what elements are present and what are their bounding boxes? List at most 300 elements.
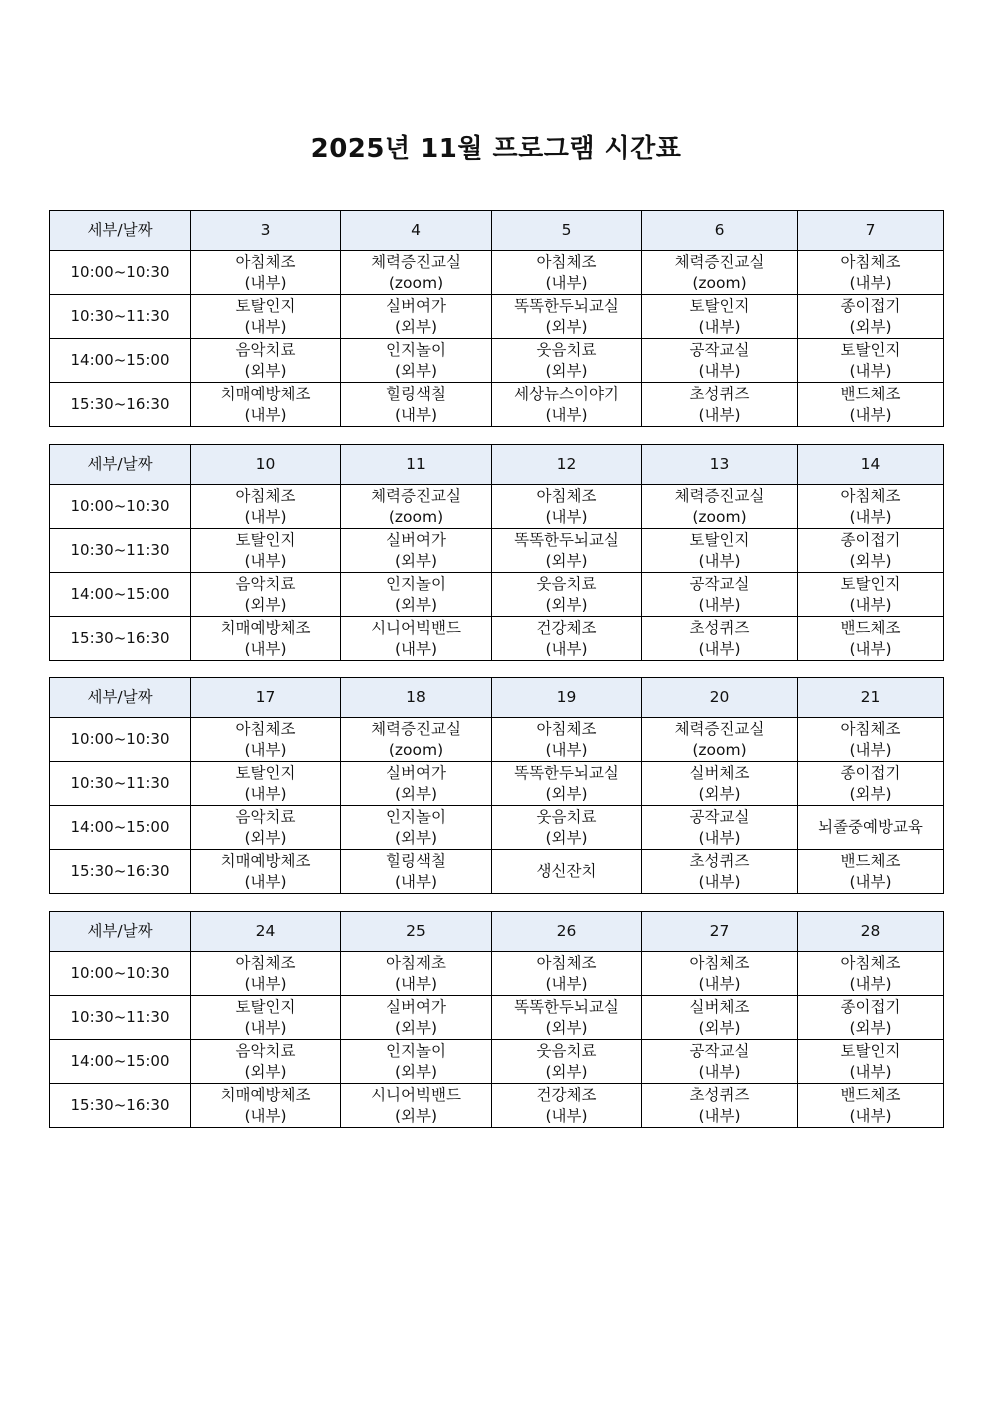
date-header: 24 xyxy=(191,912,341,952)
header-row xyxy=(50,445,944,485)
date-header: 25 xyxy=(341,912,492,952)
program-cell xyxy=(341,850,492,894)
program-location: (외부) xyxy=(849,784,892,803)
program-location: (내부) xyxy=(849,405,892,424)
program-cell xyxy=(191,339,341,383)
program-cell xyxy=(642,1084,798,1128)
program-cell xyxy=(492,1084,642,1128)
program-location: (내부) xyxy=(698,639,741,658)
program-location: (외부) xyxy=(244,828,287,847)
program-cell xyxy=(642,996,798,1040)
program-name: 똑똑한두뇌교실 xyxy=(514,530,619,549)
program-cell xyxy=(798,806,944,850)
program-name: 아침체조 xyxy=(536,252,597,271)
date-header: 19 xyxy=(492,678,642,718)
program-location: (내부) xyxy=(545,639,588,658)
program-name: 생신잔치 xyxy=(536,862,597,880)
program-location: (내부) xyxy=(698,551,741,570)
table-row xyxy=(50,806,944,850)
program-name: 밴드체조 xyxy=(840,851,901,870)
program-name: 아침체조 xyxy=(840,486,901,505)
program-cell xyxy=(341,295,492,339)
header-row xyxy=(50,678,944,718)
program-cell xyxy=(798,762,944,806)
table-row xyxy=(50,952,944,996)
program-name: 밴드체조 xyxy=(840,618,901,637)
program-name: 실버여가 xyxy=(386,997,446,1016)
program-cell xyxy=(798,718,944,762)
header-label: 세부/날짜 xyxy=(50,678,191,718)
program-location: (외부) xyxy=(849,551,892,570)
table-row xyxy=(50,485,944,529)
program-location: (내부) xyxy=(545,405,588,424)
date-header: 14 xyxy=(798,445,944,485)
program-location: (내부) xyxy=(698,872,741,891)
date-header: 26 xyxy=(492,912,642,952)
date-header: 5 xyxy=(492,211,642,251)
program-location: (내부) xyxy=(698,317,741,336)
program-location: (외부) xyxy=(545,317,588,336)
program-cell xyxy=(642,1040,798,1084)
program-cell xyxy=(341,996,492,1040)
program-location: (내부) xyxy=(545,740,588,759)
program-name: 건강체조 xyxy=(536,618,597,637)
program-cell xyxy=(492,529,642,573)
program-location: (zoom) xyxy=(692,273,747,292)
program-location: (외부) xyxy=(545,595,588,614)
program-location: (내부) xyxy=(849,1062,892,1081)
program-name: 실버여가 xyxy=(386,530,446,549)
program-location: (외부) xyxy=(394,1106,438,1125)
program-name: 체력증진교실 xyxy=(674,486,765,505)
program-location: (내부) xyxy=(394,405,438,424)
time-slot: 10:00~10:30 xyxy=(50,485,191,529)
program-name: 체력증진교실 xyxy=(371,252,461,271)
program-name: 웃음치료 xyxy=(536,807,597,826)
program-name: 토탈인지 xyxy=(235,296,296,315)
program-location: (내부) xyxy=(849,872,892,891)
program-cell xyxy=(798,485,944,529)
program-name: 종이접기 xyxy=(840,997,901,1016)
program-location: (외부) xyxy=(244,595,287,614)
program-name: 토탈인지 xyxy=(840,1041,901,1060)
program-name: 밴드체조 xyxy=(840,1085,901,1104)
program-cell xyxy=(341,952,492,996)
program-cell xyxy=(191,1084,341,1128)
program-cell xyxy=(341,485,492,529)
program-cell xyxy=(642,529,798,573)
program-cell xyxy=(798,1040,944,1084)
program-name: 인지놀이 xyxy=(386,574,446,593)
program-name: 아침체조 xyxy=(235,953,296,972)
program-location: (내부) xyxy=(849,273,892,292)
time-slot: 14:00~15:00 xyxy=(50,806,191,850)
program-cell xyxy=(642,952,798,996)
program-cell xyxy=(341,1040,492,1084)
table-row xyxy=(50,996,944,1040)
program-cell xyxy=(191,806,341,850)
program-location: (내부) xyxy=(244,1106,287,1125)
program-cell xyxy=(341,251,492,295)
program-name: 치매예방체조 xyxy=(220,618,311,637)
program-location: (zoom) xyxy=(692,507,747,526)
week-table xyxy=(49,677,944,894)
program-name: 아침체조 xyxy=(536,486,597,505)
date-header: 21 xyxy=(798,678,944,718)
program-cell xyxy=(492,383,642,427)
program-location: (외부) xyxy=(394,1062,438,1081)
program-cell xyxy=(798,295,944,339)
date-header: 10 xyxy=(191,445,341,485)
program-cell xyxy=(798,573,944,617)
program-name: 체력증진교실 xyxy=(674,252,765,271)
program-name: 똑똑한두뇌교실 xyxy=(514,763,619,782)
program-cell xyxy=(798,383,944,427)
program-cell xyxy=(492,573,642,617)
program-cell xyxy=(341,529,492,573)
date-header: 7 xyxy=(798,211,944,251)
program-name: 음악치료 xyxy=(235,807,296,826)
program-name: 종이접기 xyxy=(840,763,901,782)
table-row xyxy=(50,295,944,339)
program-name: 아침체조 xyxy=(840,719,901,738)
program-location: (내부) xyxy=(849,507,892,526)
date-header: 13 xyxy=(642,445,798,485)
program-location: (내부) xyxy=(698,595,741,614)
date-header: 28 xyxy=(798,912,944,952)
time-slot: 10:30~11:30 xyxy=(50,762,191,806)
program-location: (외부) xyxy=(244,1062,287,1081)
program-name: 공작교실 xyxy=(689,807,750,826)
program-cell xyxy=(341,1084,492,1128)
date-header: 18 xyxy=(341,678,492,718)
program-location: (zoom) xyxy=(388,273,444,292)
table-row xyxy=(50,529,944,573)
program-name: 인지놀이 xyxy=(386,807,446,826)
date-header: 20 xyxy=(642,678,798,718)
program-name: 세상뉴스이야기 xyxy=(514,384,619,403)
program-cell xyxy=(798,952,944,996)
program-name: 힐링색칠 xyxy=(386,851,446,870)
program-cell xyxy=(492,339,642,383)
program-name: 웃음치료 xyxy=(536,1041,597,1060)
program-name: 토탈인지 xyxy=(840,340,901,359)
program-cell xyxy=(341,718,492,762)
program-name: 공작교실 xyxy=(689,574,750,593)
header-label: 세부/날짜 xyxy=(50,211,191,251)
table-row xyxy=(50,762,944,806)
program-cell xyxy=(798,996,944,1040)
program-cell xyxy=(492,850,642,894)
program-name: 종이접기 xyxy=(840,296,901,315)
program-location: (외부) xyxy=(698,1018,741,1037)
program-location: (외부) xyxy=(545,784,588,803)
program-name: 체력증진교실 xyxy=(674,719,765,738)
time-slot: 14:00~15:00 xyxy=(50,339,191,383)
program-cell xyxy=(191,762,341,806)
program-name: 아침체조 xyxy=(689,953,750,972)
program-location: (내부) xyxy=(545,974,588,993)
program-cell xyxy=(492,806,642,850)
program-cell xyxy=(341,617,492,661)
program-cell xyxy=(642,573,798,617)
program-location: (내부) xyxy=(698,1062,741,1081)
time-slot: 15:30~16:30 xyxy=(50,383,191,427)
program-cell xyxy=(191,996,341,1040)
table-row xyxy=(50,1040,944,1084)
program-location: (내부) xyxy=(244,507,287,526)
program-location: (외부) xyxy=(394,317,438,336)
date-header: 6 xyxy=(642,211,798,251)
date-header: 12 xyxy=(492,445,642,485)
program-cell xyxy=(642,718,798,762)
date-header: 17 xyxy=(191,678,341,718)
date-header: 27 xyxy=(642,912,798,952)
program-name: 건강체조 xyxy=(536,1085,597,1104)
program-cell xyxy=(642,762,798,806)
program-cell xyxy=(642,251,798,295)
table-row xyxy=(50,1084,944,1128)
date-header: 11 xyxy=(341,445,492,485)
program-name: 밴드체조 xyxy=(840,384,901,403)
program-name: 공작교실 xyxy=(689,1041,750,1060)
program-location: (내부) xyxy=(698,1106,741,1125)
program-name: 아침체조 xyxy=(235,486,296,505)
table-row xyxy=(50,850,944,894)
program-name: 초성퀴즈 xyxy=(689,384,750,403)
program-cell xyxy=(492,1040,642,1084)
program-cell xyxy=(341,383,492,427)
program-location: (내부) xyxy=(849,974,892,993)
program-location: (외부) xyxy=(394,551,438,570)
program-name: 아침체조 xyxy=(235,719,296,738)
time-slot: 10:30~11:30 xyxy=(50,295,191,339)
program-name: 실버체조 xyxy=(689,763,750,782)
program-location: (내부) xyxy=(244,639,287,658)
program-name: 아침제초 xyxy=(386,953,446,972)
program-location: (내부) xyxy=(849,639,892,658)
program-name: 인지놀이 xyxy=(386,1041,446,1060)
program-cell xyxy=(191,1040,341,1084)
time-slot: 10:00~10:30 xyxy=(50,718,191,762)
program-location: (외부) xyxy=(545,551,588,570)
program-cell xyxy=(191,718,341,762)
program-location: (내부) xyxy=(849,595,892,614)
program-location: (zoom) xyxy=(388,740,444,759)
program-location: (내부) xyxy=(698,974,741,993)
time-slot: 10:30~11:30 xyxy=(50,996,191,1040)
program-location: (외부) xyxy=(849,1018,892,1037)
program-location: (내부) xyxy=(545,273,588,292)
program-location: (내부) xyxy=(394,974,438,993)
program-cell xyxy=(341,339,492,383)
program-name: 토탈인지 xyxy=(689,296,750,315)
program-location: (내부) xyxy=(849,1106,892,1125)
program-cell xyxy=(191,485,341,529)
program-location: (외부) xyxy=(545,1062,588,1081)
program-location: (zoom) xyxy=(388,507,444,526)
program-location: (외부) xyxy=(244,361,287,380)
program-name: 아침체조 xyxy=(840,953,901,972)
program-location: (내부) xyxy=(244,974,287,993)
program-location: (내부) xyxy=(244,872,287,891)
program-location: (외부) xyxy=(394,828,438,847)
program-cell xyxy=(191,529,341,573)
week-table xyxy=(49,444,944,661)
program-name: 인지놀이 xyxy=(386,340,446,359)
program-cell xyxy=(341,806,492,850)
table-row xyxy=(50,339,944,383)
program-location: (내부) xyxy=(545,507,588,526)
program-location: (외부) xyxy=(545,361,588,380)
program-location: (외부) xyxy=(545,828,588,847)
page-title: 2025년 11월 프로그램 시간표 xyxy=(310,134,682,164)
week-table xyxy=(49,210,944,427)
program-location: (zoom) xyxy=(692,740,747,759)
program-name: 토탈인지 xyxy=(235,997,296,1016)
program-cell xyxy=(191,383,341,427)
program-cell xyxy=(642,295,798,339)
program-name: 힐링색칠 xyxy=(386,384,446,403)
program-name: 치매예방체조 xyxy=(220,851,311,870)
time-slot: 15:30~16:30 xyxy=(50,850,191,894)
program-name: 토탈인지 xyxy=(840,574,901,593)
header-row xyxy=(50,211,944,251)
table-row xyxy=(50,573,944,617)
week-table xyxy=(49,911,944,1128)
program-name: 똑똑한두뇌교실 xyxy=(514,296,619,315)
program-location: (내부) xyxy=(698,361,741,380)
program-location: (내부) xyxy=(849,361,892,380)
program-cell xyxy=(798,251,944,295)
program-name: 시니어빅밴드 xyxy=(371,618,461,637)
date-header: 3 xyxy=(191,211,341,251)
program-name: 똑똑한두뇌교실 xyxy=(514,997,619,1016)
program-location: (내부) xyxy=(244,1018,287,1037)
program-name: 웃음치료 xyxy=(536,574,597,593)
program-cell xyxy=(492,718,642,762)
program-location: (외부) xyxy=(698,784,741,803)
program-location: (내부) xyxy=(698,405,741,424)
program-name: 시니어빅밴드 xyxy=(371,1085,461,1104)
program-location: (내부) xyxy=(244,273,287,292)
program-name: 초성퀴즈 xyxy=(689,851,750,870)
table-row xyxy=(50,383,944,427)
program-location: (외부) xyxy=(394,361,438,380)
program-name: 실버여가 xyxy=(386,763,446,782)
program-name: 공작교실 xyxy=(689,340,750,359)
program-name: 토탈인지 xyxy=(235,530,296,549)
header-label: 세부/날짜 xyxy=(50,912,191,952)
time-slot: 14:00~15:00 xyxy=(50,573,191,617)
program-name: 아침체조 xyxy=(536,953,597,972)
program-name: 음악치료 xyxy=(235,340,296,359)
program-name: 치매예방체조 xyxy=(220,384,311,403)
program-name: 초성퀴즈 xyxy=(689,1085,750,1104)
program-location: (외부) xyxy=(849,317,892,336)
program-cell xyxy=(191,850,341,894)
program-location: (내부) xyxy=(244,551,287,570)
program-name: 체력증진교실 xyxy=(371,486,461,505)
program-name: 아침체조 xyxy=(840,252,901,271)
program-cell xyxy=(492,485,642,529)
program-cell xyxy=(798,529,944,573)
program-cell xyxy=(191,573,341,617)
program-name: 실버여가 xyxy=(386,296,446,315)
table-row xyxy=(50,251,944,295)
time-slot: 10:00~10:30 xyxy=(50,952,191,996)
program-cell xyxy=(642,850,798,894)
program-name: 아침체조 xyxy=(536,719,597,738)
header-label: 세부/날짜 xyxy=(50,445,191,485)
program-cell xyxy=(492,295,642,339)
program-name: 음악치료 xyxy=(235,1041,296,1060)
program-name: 아침체조 xyxy=(235,252,296,271)
program-cell xyxy=(642,485,798,529)
program-name: 토탈인지 xyxy=(235,763,296,782)
program-cell xyxy=(642,617,798,661)
date-header: 4 xyxy=(341,211,492,251)
program-cell xyxy=(798,339,944,383)
program-name: 초성퀴즈 xyxy=(689,618,750,637)
program-name: 종이접기 xyxy=(840,530,901,549)
time-slot: 14:00~15:00 xyxy=(50,1040,191,1084)
program-location: (외부) xyxy=(394,595,438,614)
program-cell xyxy=(492,762,642,806)
program-name: 음악치료 xyxy=(235,574,296,593)
program-cell xyxy=(798,1084,944,1128)
program-cell xyxy=(191,295,341,339)
program-location: (외부) xyxy=(394,1018,438,1037)
program-location: (외부) xyxy=(545,1018,588,1037)
program-location: (내부) xyxy=(394,872,438,891)
program-location: (내부) xyxy=(244,740,287,759)
program-cell xyxy=(492,617,642,661)
program-cell xyxy=(492,996,642,1040)
program-name: 실버체조 xyxy=(689,997,750,1016)
program-cell xyxy=(798,617,944,661)
program-cell xyxy=(642,383,798,427)
program-name: 웃음치료 xyxy=(536,340,597,359)
program-location: (내부) xyxy=(244,784,287,803)
program-cell xyxy=(492,952,642,996)
program-cell xyxy=(191,617,341,661)
time-slot: 10:00~10:30 xyxy=(50,251,191,295)
program-location: (내부) xyxy=(244,405,287,424)
program-location: (내부) xyxy=(849,740,892,759)
program-location: (내부) xyxy=(394,639,438,658)
table-row xyxy=(50,617,944,661)
program-location: (내부) xyxy=(244,317,287,336)
program-cell xyxy=(191,952,341,996)
program-cell xyxy=(798,850,944,894)
program-cell xyxy=(642,339,798,383)
program-cell xyxy=(492,251,642,295)
table-row xyxy=(50,718,944,762)
program-cell xyxy=(642,806,798,850)
time-slot: 15:30~16:30 xyxy=(50,1084,191,1128)
time-slot: 10:30~11:30 xyxy=(50,529,191,573)
program-cell xyxy=(191,251,341,295)
program-name: 체력증진교실 xyxy=(371,719,461,738)
program-location: (외부) xyxy=(394,784,438,803)
program-cell xyxy=(341,573,492,617)
time-slot: 15:30~16:30 xyxy=(50,617,191,661)
program-cell xyxy=(341,762,492,806)
program-location: (내부) xyxy=(545,1106,588,1125)
program-location: (내부) xyxy=(698,828,741,847)
program-name: 뇌졸중예방교육 xyxy=(818,818,923,836)
